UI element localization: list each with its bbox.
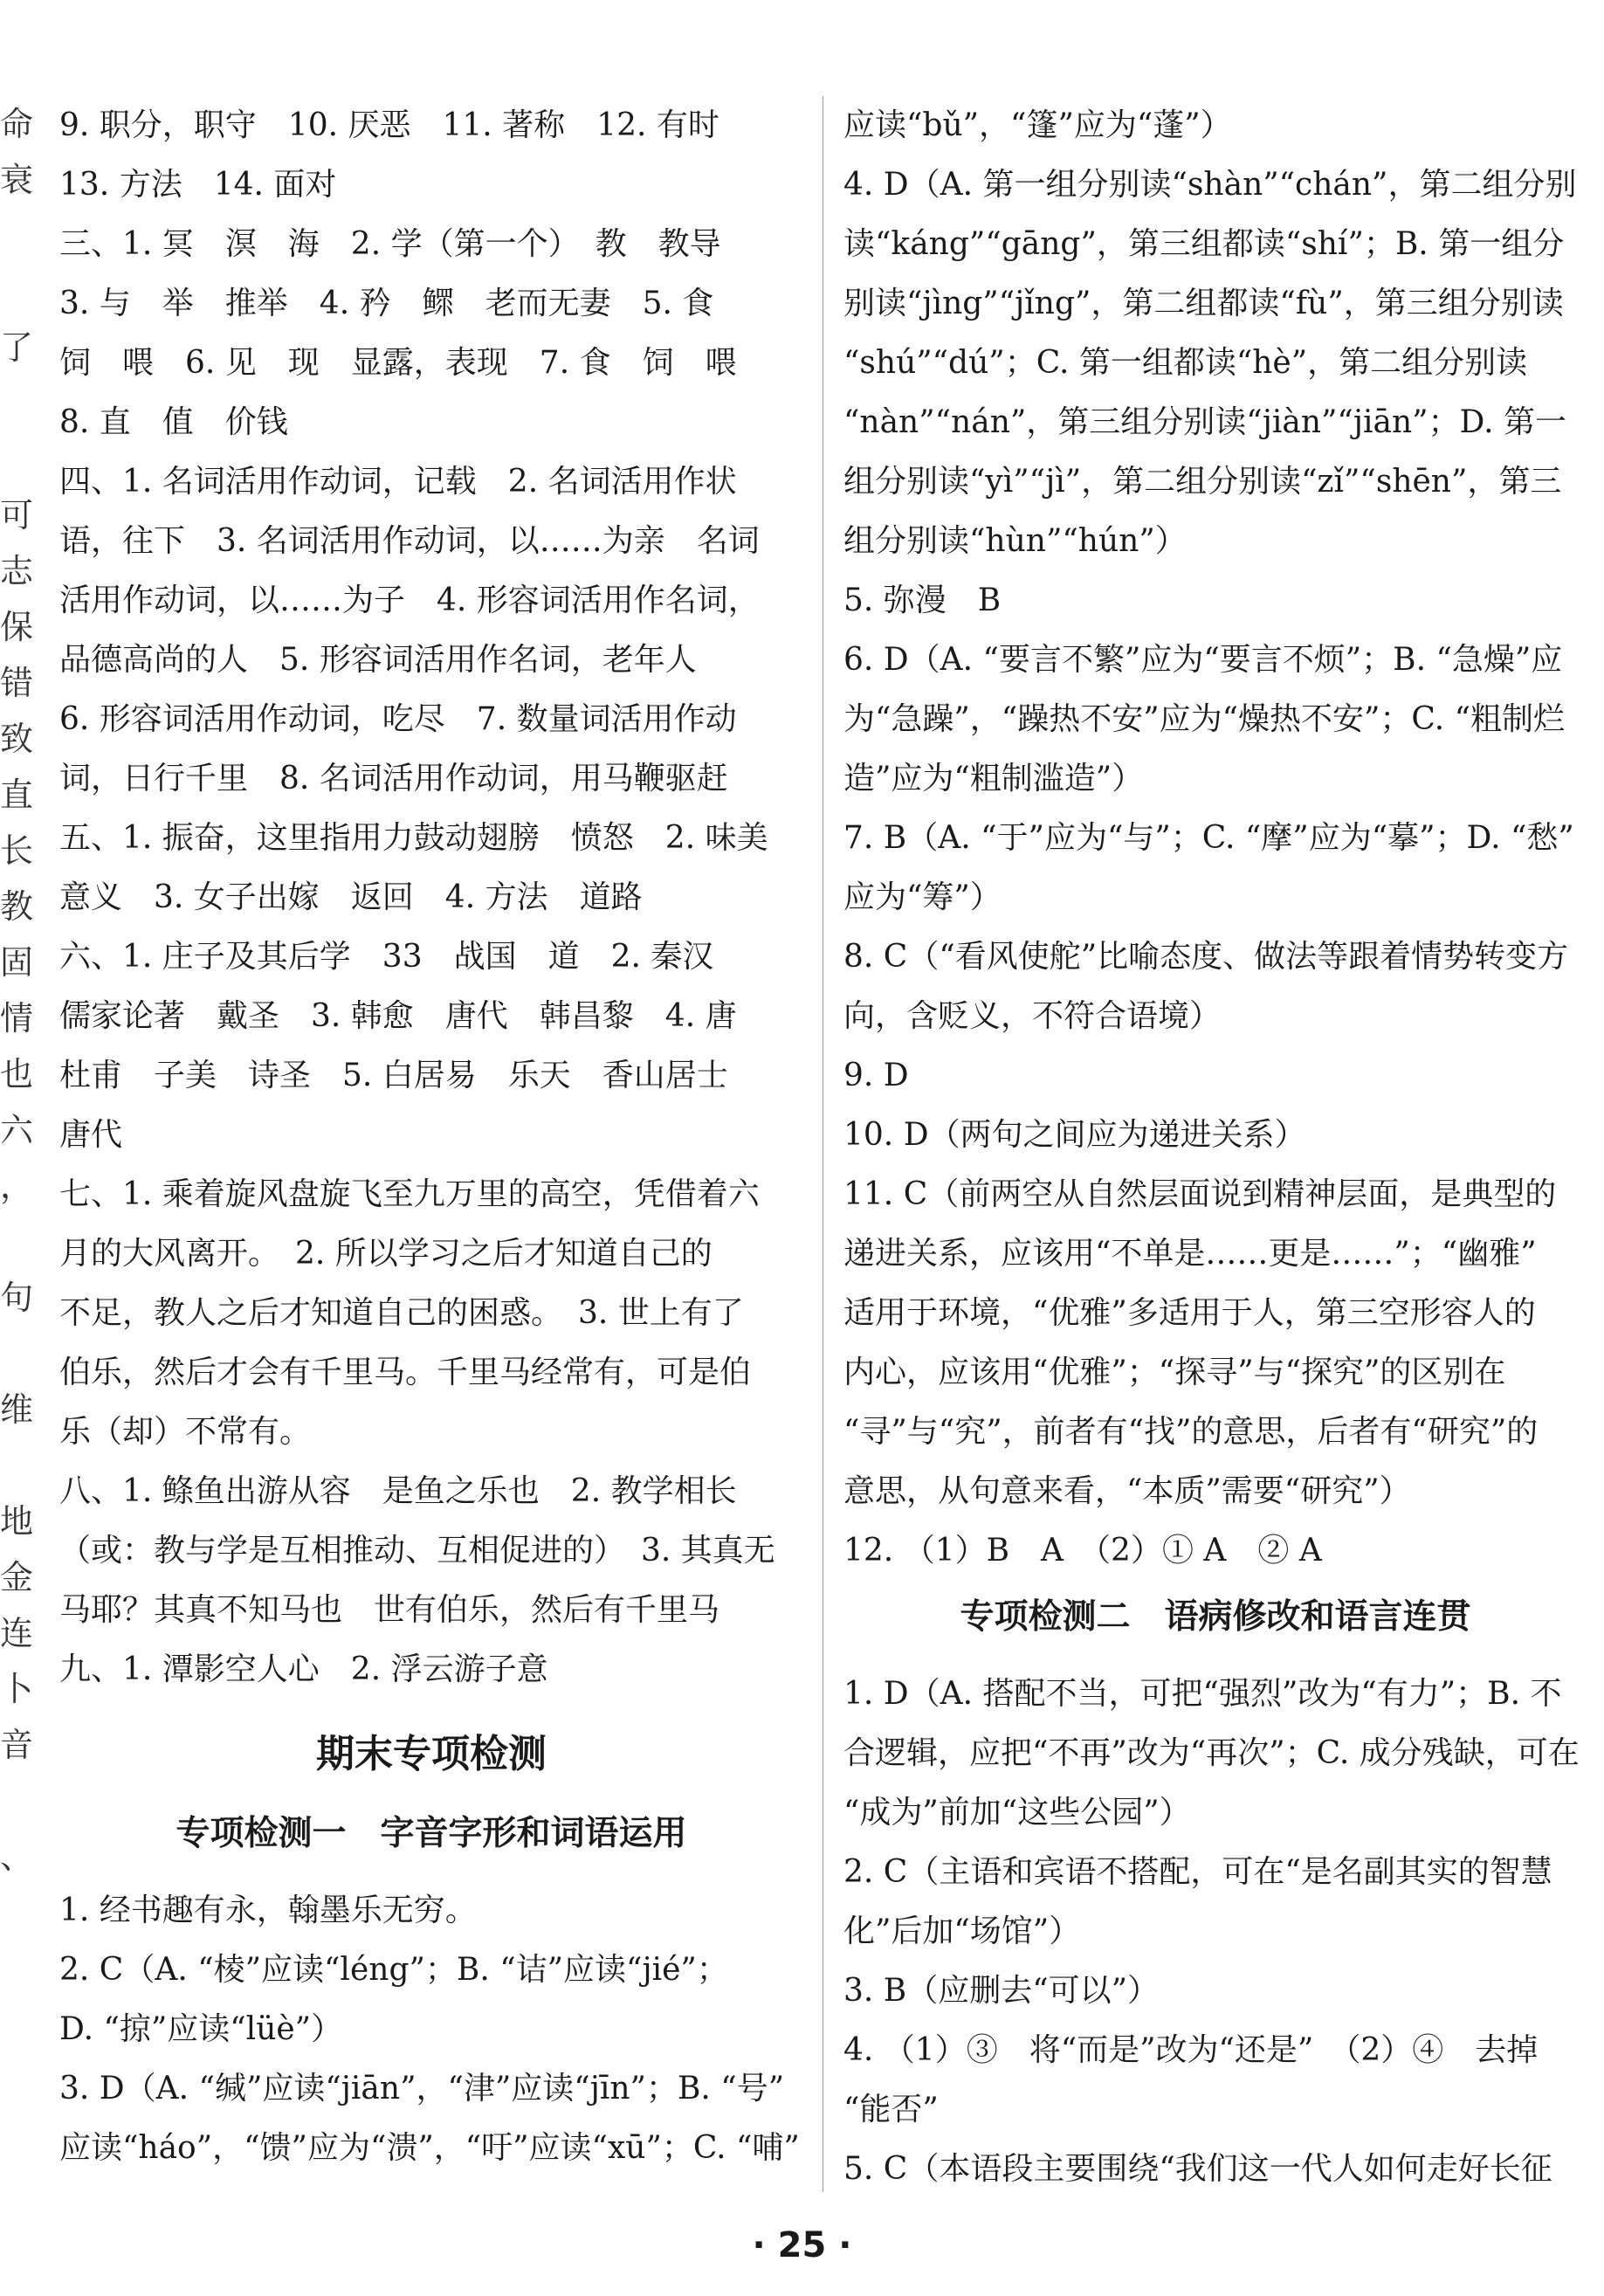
edge-char: 致: [0, 720, 34, 758]
answer-line: 递进关系，应该用“不单是……更是……”；“幽雅”: [843, 1236, 1537, 1272]
edge-char: 地: [0, 1502, 34, 1541]
edge-char: ，: [0, 1167, 34, 1205]
section1-title: 专项检测一 字音字形和词语运用: [176, 1814, 687, 1853]
answer-line: 五、1. 振奋，这里指用力鼓动翅膀 愤怒 2. 味美: [59, 820, 768, 856]
edge-char: 、: [0, 1837, 34, 1876]
answer-line: 4. D（A. 第一组分别读“shàn”“chán”，第二组分别: [843, 167, 1577, 203]
answer-line: 词，日行千里 8. 名词活用作动词，用马鞭驱赶: [59, 761, 728, 796]
answer-line: 别读“jìng”“jǐng”，第二组都读“fù”，第三组分别读: [843, 286, 1564, 321]
answer-line: 向，含贬义，不符合语境）: [843, 998, 1222, 1034]
answer-line: 合逻辑，应把“不再”改为“再次”；C. 成分残缺，可在: [843, 1735, 1580, 1771]
edge-char: 直: [0, 776, 34, 814]
edge-char: 句: [0, 1279, 34, 1317]
answer-line: 2. C（主语和宾语不搭配，可在“是名副其实的智慧: [843, 1854, 1552, 1890]
edge-char: 衰: [0, 161, 34, 199]
answer-line: 3. D（A. “缄”应读“jiān”，“津”应读“jīn”；B. “号”: [59, 2071, 785, 2106]
edge-char: [0, 431, 23, 487]
edge-char: 金: [0, 1558, 34, 1596]
answer-line: 5. 弥漫 B: [843, 583, 1002, 618]
answer-line: 月的大风离开。 2. 所以学习之后才知道自己的: [59, 1236, 713, 1272]
answer-line: 不足，教人之后才知道自己的困惑。 3. 世上有了: [59, 1295, 744, 1331]
edge-char: 音: [0, 1726, 34, 1764]
answer-line: 唐代: [59, 1117, 123, 1153]
page-number: · 25 ·: [752, 2225, 852, 2265]
edge-char: [0, 1214, 23, 1270]
answer-line: 活用作动词，以……为子 4. 形容词活用作名词，: [59, 583, 760, 618]
answer-line: 12. （1）B A （2）① A ② A: [843, 1533, 1322, 1569]
right-column: [843, 96, 1587, 2199]
answer-line: 6. D（A. “要言不繁”应为“要言不烦”；B. “急燥”应: [843, 642, 1563, 678]
edge-char: [0, 208, 23, 264]
edge-char: 错: [0, 664, 34, 702]
answer-line: 意义 3. 女子出嫁 返回 4. 方法 道路: [59, 879, 643, 915]
answer-line: 8. 直 值 价钱: [59, 404, 288, 440]
answer-line: （或：教与学是互相推动、互相促进的） 3. 其真无: [59, 1533, 775, 1569]
answer-block-right: [843, 96, 1587, 1581]
answer-line: 儒家论著 戴圣 3. 韩愈 唐代 韩昌黎 4. 唐: [59, 998, 737, 1034]
section2-title: 专项检测二 语病修改和语言连贯: [960, 1597, 1471, 1637]
edge-char: 维: [0, 1390, 34, 1429]
answer-line: 内心，应该用“优雅”；“探寻”与“探究”的区别在: [843, 1355, 1506, 1390]
edge-char: [0, 264, 23, 320]
answer-line: 1. 经书趣有永，翰墨乐无穷。: [59, 1893, 477, 1928]
answer-line: 5. C（本语段主要围绕“我们这一代人如何走好长征: [843, 2151, 1552, 2187]
edge-char: 可: [0, 496, 34, 534]
edge-char: 教: [0, 887, 34, 926]
edge-char: 也: [0, 1055, 34, 1093]
edge-char: [0, 1326, 23, 1382]
section-main-title: 期末专项检测: [316, 1732, 547, 1776]
answer-line: 九、1. 潭影空人心 2. 浮云游子意: [59, 1651, 548, 1687]
answer-line: 6. 形容词活用作动词，吃尽 7. 数量词活用作动: [59, 701, 737, 737]
answer-line: 八、1. 鲦鱼出游从容 是鱼之乐也 2. 教学相长: [59, 1473, 737, 1509]
answer-line: “能否”: [843, 2092, 939, 2127]
answer-line: 为“急躁”，“躁热不安”应为“燥热不安”；C. “粗制烂: [843, 701, 1565, 737]
edge-char: 六: [0, 1111, 34, 1149]
answer-line: 化”后加“场馆”）: [843, 1913, 1081, 1949]
answer-line: 4. （1）③ 将“而是”改为“还是” （2）④ 去掉: [843, 2032, 1539, 2068]
answer-line: 六、1. 庄子及其后学 33 战国 道 2. 秦汉: [59, 939, 714, 975]
answer-line: 7. B（A. “于”应为“与”；C. “摩”应为“摹”；D. “愁”: [843, 820, 1574, 856]
answer-line: “寻”与“究”，前者有“找”的意思，后者有“研究”的: [843, 1414, 1539, 1450]
answer-line: 3. 与 举 推举 4. 矜 鳏 老而无妻 5. 食: [59, 286, 714, 321]
answer-block-right-2: [843, 1665, 1587, 2199]
answer-line: 组分别读“hùn”“hún”）: [843, 523, 1187, 559]
answer-line: 语，往下 3. 名词活用作动词，以……为亲 名词: [59, 523, 760, 559]
edge-char: 了: [0, 328, 34, 367]
answer-line: 9. 职分，职守 10. 厌恶 11. 著称 12. 有时: [59, 107, 719, 143]
answer-line: 读“káng”“gāng”，第三组都读“shí”；B. 第一组分: [843, 226, 1565, 262]
answer-line: 组分别读“yì”“jì”，第二组分别读“zǐ”“shēn”，第三: [843, 464, 1562, 500]
answer-line: “nàn”“nán”，第三组分别读“jiàn”“jiān”；D. 第一: [843, 404, 1567, 440]
answer-line: 杜甫 子美 诗圣 5. 白居易 乐天 香山居士: [59, 1058, 728, 1093]
answer-line: 马耶？其真不知马也 世有伯乐，然后有千里马: [59, 1592, 720, 1628]
edge-char: 卜: [0, 1670, 34, 1708]
answer-line: 应为“筹”）: [843, 879, 1002, 915]
answer-line: 应读“bǔ”，“篷”应为“蓬”）: [843, 107, 1232, 143]
answer-block-left-2: [59, 1881, 803, 2178]
answer-line: “shú”“dú”；C. 第一组都读“hè”，第二组分别读: [843, 345, 1528, 381]
edge-char: 固: [0, 943, 34, 982]
answer-line: 2. C（A. “棱”应读“léng”；B. “诘”应读“jié”；: [59, 1952, 728, 1988]
answer-line: 七、1. 乘着旋风盘旋飞至九万里的高空，凭借着六: [59, 1176, 760, 1212]
edge-char: [0, 1438, 23, 1493]
answer-line: 乐（却）不常有。: [59, 1414, 312, 1450]
edge-char: 长: [0, 831, 34, 870]
edge-char: 保: [0, 608, 34, 646]
answer-line: 三、1. 冥 溟 海 2. 学（第一个） 教 教导: [59, 226, 721, 262]
answer-line: 3. B（应删去“可以”）: [843, 1973, 1160, 2009]
answer-line: 品德高尚的人 5. 形容词活用作名词，老年人: [59, 642, 697, 678]
answer-line: 8. C（“看风使舵”比喻态度、做法等跟着情势转变方: [843, 939, 1569, 975]
edge-char: 命: [0, 105, 34, 143]
edge-char: 情: [0, 999, 34, 1038]
cropped-edge-text: [0, 96, 34, 1885]
answer-line: 饲 喂 6. 见 现 显露，表现 7. 食 饲 喂: [59, 345, 737, 381]
edge-char: 连: [0, 1614, 34, 1652]
answer-block-left: [59, 96, 803, 1700]
answer-line: “成为”前加“这些公园”）: [843, 1795, 1191, 1831]
edge-char: 志: [0, 552, 34, 590]
answer-line: 1. D（A. 搭配不当，可把“强烈”改为“有力”；B. 不: [843, 1676, 1562, 1712]
answer-line: D. “掠”应读“lüè”）: [59, 2011, 343, 2047]
answer-line: 四、1. 名词活用作动词，记载 2. 名词活用作状: [59, 464, 737, 500]
answer-line: 13. 方法 14. 面对: [59, 167, 337, 203]
answer-line: 意思，从句意来看，“本质”需要“研究”）: [843, 1473, 1411, 1509]
answer-line: 11. C（前两空从自然层面说到精神层面，是典型的: [843, 1176, 1557, 1212]
answer-line: 9. D: [843, 1058, 909, 1093]
answer-line: 10. D（两句之间应为递进关系）: [843, 1117, 1306, 1153]
left-column: [59, 96, 803, 2178]
answer-line: 造”应为“粗制滥造”）: [843, 761, 1144, 796]
edge-char: [0, 376, 23, 431]
answer-line: 应读“háo”，“馈”应为“溃”，“吁”应读“xū”；C. “哺”: [59, 2130, 800, 2166]
edge-char: [0, 1773, 23, 1829]
answer-line: 伯乐，然后才会有千里马。千里马经常有，可是伯: [59, 1355, 752, 1390]
answer-line: 适用于环境，“优雅”多适用于人，第三空形容人的: [843, 1295, 1536, 1331]
